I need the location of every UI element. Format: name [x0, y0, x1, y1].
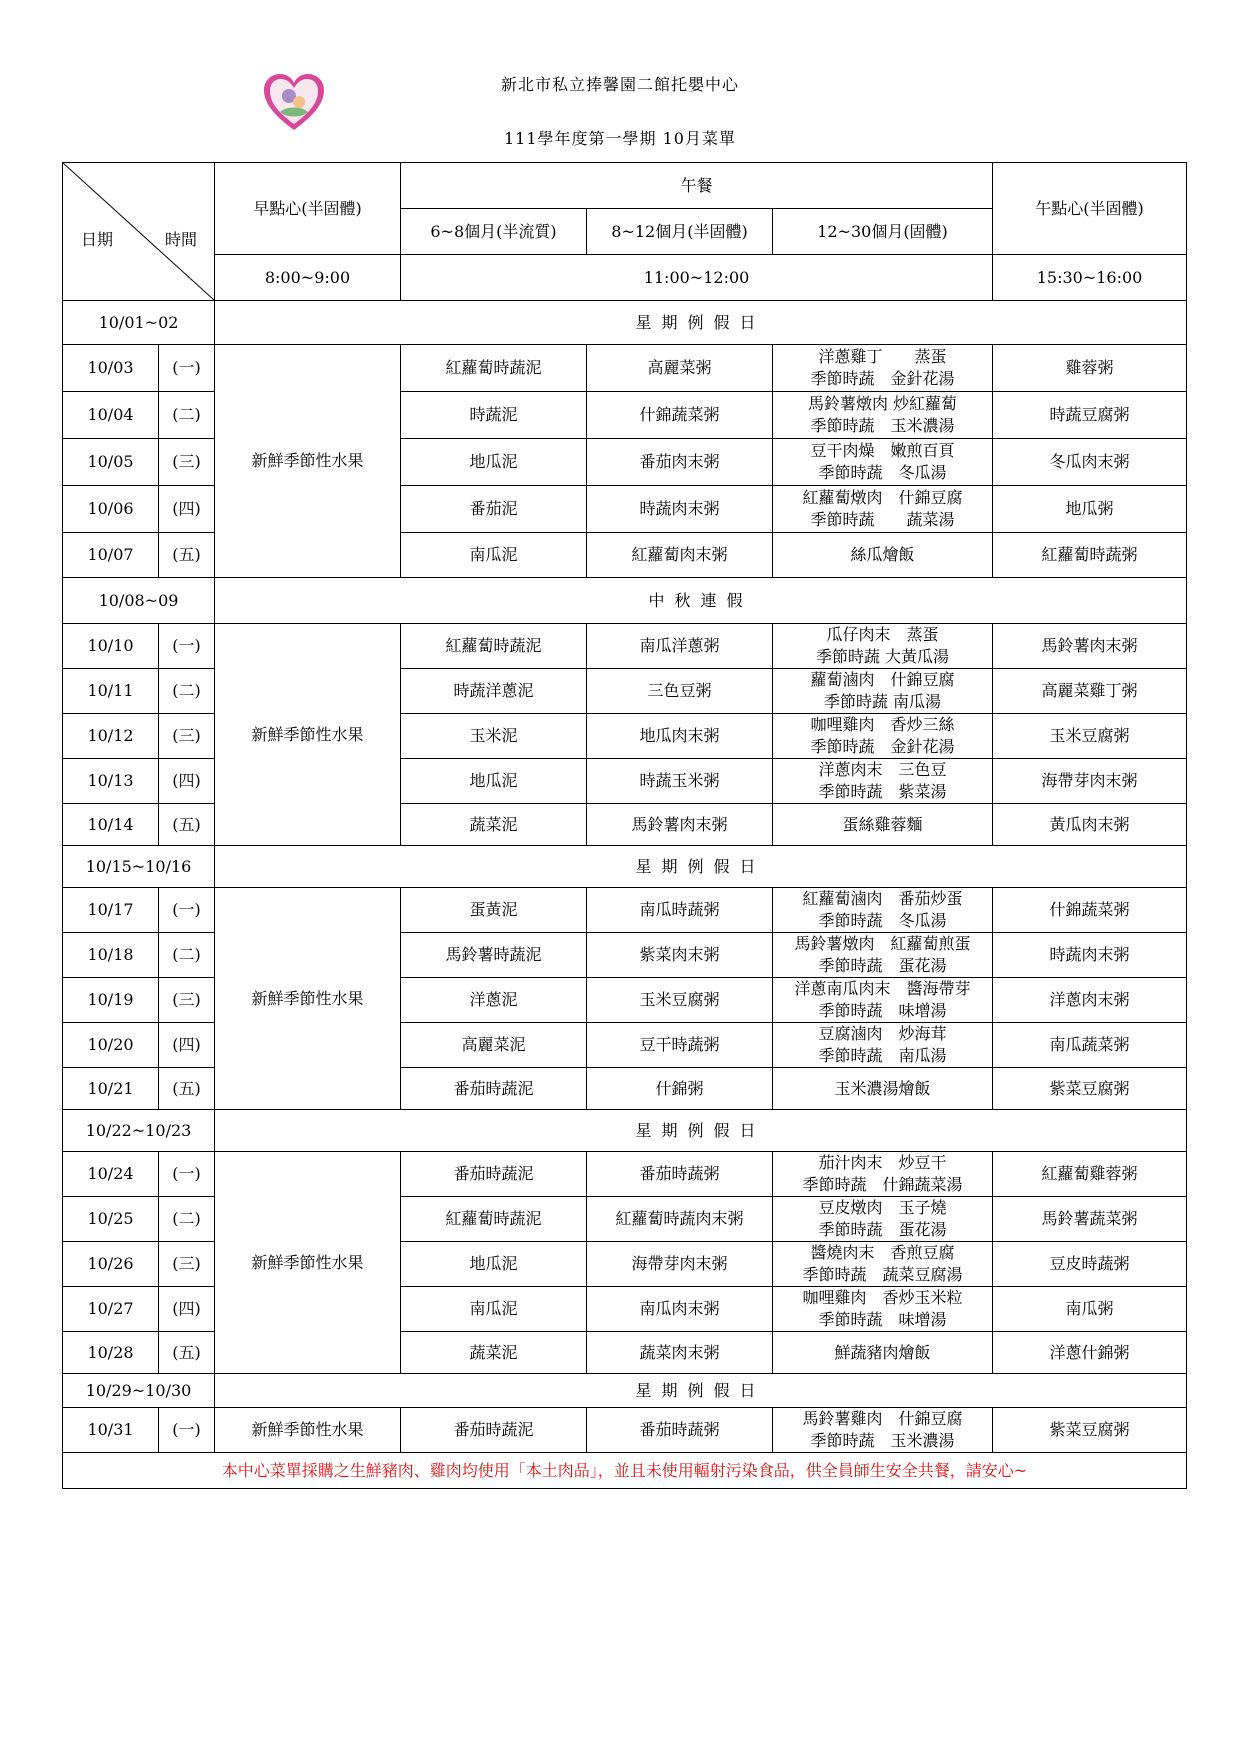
holiday-row	[63, 1374, 1187, 1408]
snack-item: 什錦蔬菜粥	[993, 888, 1187, 933]
row-date: 10/27	[63, 1287, 159, 1332]
lunch-6-8-item: 紅蘿蔔時蔬泥	[401, 1197, 587, 1242]
lunch-12-30-line-1: 醬燒肉末 香煎豆腐	[810, 1243, 955, 1262]
lunch-12-30-line-1: 鮮蔬豬肉燴飯	[834, 1342, 931, 1362]
lunch-12-30-line-2: 季節時蔬 大黃瓜湯	[815, 647, 950, 666]
lunch-8-12-item: 紫菜肉末粥	[587, 933, 773, 978]
row-date: 10/20	[63, 1023, 159, 1068]
lunch-12-30-line-2: 季節時蔬 金針花湯	[810, 369, 955, 388]
lunch-12-30-header: 12~30個月(固體)	[773, 209, 993, 255]
row-day: (三)	[159, 714, 215, 759]
lunch-12-30-line-1: 馬鈴薯雞肉 什錦豆腐	[802, 1409, 963, 1428]
lunch-12-30-line-2: 季節時蔬 南瓜湯	[823, 692, 942, 711]
row-day: (四)	[159, 486, 215, 533]
lunch-12-30-item	[773, 439, 993, 486]
lunch-6-8-item: 蔬菜泥	[401, 1332, 587, 1374]
holiday-text: 星期例假日	[215, 301, 1187, 345]
notice-row	[63, 1453, 1187, 1489]
lunch-12-30-item	[773, 1287, 993, 1332]
snack-item: 馬鈴薯肉末粥	[993, 624, 1187, 669]
lunch-12-30-line-2: 季節時蔬 味增湯	[818, 1001, 947, 1020]
holiday-date: 10/22~10/23	[63, 1110, 215, 1152]
row-day: (一)	[159, 888, 215, 933]
holiday-text: 星期例假日	[215, 1374, 1187, 1408]
row-date: 10/13	[63, 759, 159, 804]
lunch-8-12-item: 三色豆粥	[587, 669, 773, 714]
row-day: (四)	[159, 1023, 215, 1068]
lunch-12-30-item	[773, 1068, 993, 1110]
lunch-6-8-item: 番茄時蔬泥	[401, 1152, 587, 1197]
menu-table	[62, 162, 1187, 1489]
lunch-8-12-item: 馬鈴薯肉末粥	[587, 804, 773, 846]
snack-item: 高麗菜雞丁粥	[993, 669, 1187, 714]
lunch-6-8-item: 紅蘿蔔時蔬泥	[401, 345, 587, 392]
row-day: (四)	[159, 759, 215, 804]
lunch-12-30-item	[773, 804, 993, 846]
row-date: 10/06	[63, 486, 159, 533]
snack-item: 雞蓉粥	[993, 345, 1187, 392]
holiday-row	[63, 846, 1187, 888]
lunch-6-8-item: 馬鈴薯時蔬泥	[401, 933, 587, 978]
lunch-12-30-line-1: 蘿蔔滷肉 什錦豆腐	[810, 670, 955, 689]
lunch-6-8-item: 高麗菜泥	[401, 1023, 587, 1068]
lunch-header: 午餐	[401, 163, 993, 209]
holiday-date: 10/15~10/16	[63, 846, 215, 888]
row-date: 10/07	[63, 533, 159, 578]
date-time-header	[63, 163, 215, 301]
lunch-12-30-line-2: 季節時蔬 金針花湯	[810, 737, 955, 756]
lunch-12-30-item	[773, 759, 993, 804]
time-label: 時間	[165, 230, 198, 249]
lunch-12-30-line-2: 季節時蔬 紫菜湯	[818, 782, 947, 801]
lunch-12-30-item	[773, 1242, 993, 1287]
row-date: 10/12	[63, 714, 159, 759]
row-date: 10/05	[63, 439, 159, 486]
lunch-12-30-line-1: 豆皮燉肉 玉子燒	[818, 1198, 947, 1217]
lunch-6-8-item: 番茄時蔬泥	[401, 1408, 587, 1453]
lunch-8-12-item: 南瓜洋蔥粥	[587, 624, 773, 669]
lunch-12-30-line-2: 季節時蔬 蛋花湯	[818, 1220, 947, 1239]
row-date: 10/10	[63, 624, 159, 669]
row-date: 10/19	[63, 978, 159, 1023]
lunch-12-30-item	[773, 888, 993, 933]
row-date: 10/11	[63, 669, 159, 714]
lunch-12-30-item	[773, 1408, 993, 1453]
menu-row	[63, 1152, 1187, 1197]
lunch-6-8-item: 蛋黃泥	[401, 888, 587, 933]
lunch-8-12-item: 高麗菜粥	[587, 345, 773, 392]
lunch-12-30-line-1: 咖哩雞肉 香炒玉米粒	[802, 1288, 963, 1307]
breakfast-fruit: 新鮮季節性水果	[215, 1152, 401, 1374]
lunch-12-30-line-1: 茄汁肉末 炒豆干	[818, 1153, 947, 1172]
lunch-6-8-item: 玉米泥	[401, 714, 587, 759]
lunch-12-30-line-1: 紅蘿蔔滷肉 番茄炒蛋	[802, 889, 963, 908]
row-date: 10/18	[63, 933, 159, 978]
lunch-12-30-line-2: 季節時蔬 味增湯	[818, 1310, 947, 1329]
lunch-12-30-line-2: 季節時蔬 什錦蔬菜湯	[802, 1175, 963, 1194]
lunch-12-30-line-1: 咖哩雞肉 香炒三絲	[810, 715, 955, 734]
lunch-8-12-item: 時蔬玉米粥	[587, 759, 773, 804]
row-day: (二)	[159, 392, 215, 439]
menu-row	[63, 1408, 1187, 1453]
lunch-12-30-line-1: 洋蔥肉末 三色豆	[818, 760, 947, 779]
holiday-row	[63, 578, 1187, 624]
row-date: 10/28	[63, 1332, 159, 1374]
lunch-12-30-line-1: 紅蘿蔔燉肉 什錦豆腐	[802, 488, 963, 507]
lunch-12-30-item	[773, 624, 993, 669]
lunch-12-30-item	[773, 533, 993, 578]
breakfast-fruit: 新鮮季節性水果	[215, 345, 401, 578]
lunch-6-8-item: 番茄泥	[401, 486, 587, 533]
row-date: 10/26	[63, 1242, 159, 1287]
row-day: (一)	[159, 624, 215, 669]
row-date: 10/25	[63, 1197, 159, 1242]
menu-row	[63, 888, 1187, 933]
row-day: (五)	[159, 1068, 215, 1110]
row-date: 10/14	[63, 804, 159, 846]
holiday-date: 10/01~02	[63, 301, 215, 345]
lunch-8-12-item: 海帶芽肉末粥	[587, 1242, 773, 1287]
lunch-12-30-line-2: 季節時蔬 蔬菜豆腐湯	[802, 1265, 963, 1284]
snack-time: 15:30~16:00	[993, 255, 1187, 301]
lunch-12-30-line-2: 季節時蔬 冬瓜湯	[818, 463, 947, 482]
row-day: (五)	[159, 1332, 215, 1374]
lunch-12-30-item	[773, 714, 993, 759]
lunch-6-8-item: 地瓜泥	[401, 759, 587, 804]
snack-item: 紅蘿蔔時蔬粥	[993, 533, 1187, 578]
lunch-12-30-item	[773, 392, 993, 439]
lunch-8-12-item: 番茄時蔬粥	[587, 1152, 773, 1197]
lunch-6-8-item: 南瓜泥	[401, 533, 587, 578]
snack-header: 午點心(半固體)	[993, 163, 1187, 255]
lunch-12-30-item	[773, 669, 993, 714]
lunch-8-12-item: 紅蘿蔔肉末粥	[587, 533, 773, 578]
row-day: (四)	[159, 1287, 215, 1332]
lunch-time: 11:00~12:00	[401, 255, 993, 301]
lunch-12-30-line-1: 馬鈴薯燉肉 紅蘿蔔煎蛋	[794, 934, 971, 953]
holiday-date: 10/08~09	[63, 578, 215, 624]
row-date: 10/03	[63, 345, 159, 392]
breakfast-fruit: 新鮮季節性水果	[215, 888, 401, 1110]
breakfast-time: 8:00~9:00	[215, 255, 401, 301]
breakfast-fruit: 新鮮季節性水果	[215, 1408, 401, 1453]
lunch-6-8-item: 洋蔥泥	[401, 978, 587, 1023]
snack-item: 南瓜粥	[993, 1287, 1187, 1332]
snack-item: 時蔬肉末粥	[993, 933, 1187, 978]
row-day: (一)	[159, 1152, 215, 1197]
snack-item: 海帶芽肉末粥	[993, 759, 1187, 804]
lunch-12-30-line-2: 季節時蔬 玉米濃湯	[810, 416, 955, 435]
snack-item: 紅蘿蔔雞蓉粥	[993, 1152, 1187, 1197]
lunch-6-8-item: 紅蘿蔔時蔬泥	[401, 624, 587, 669]
lunch-8-12-item: 紅蘿蔔時蔬肉末粥	[587, 1197, 773, 1242]
lunch-6-8-header: 6~8個月(半流質)	[401, 209, 587, 255]
lunch-12-30-item	[773, 345, 993, 392]
lunch-6-8-item: 地瓜泥	[401, 1242, 587, 1287]
snack-item: 紫菜豆腐粥	[993, 1408, 1187, 1453]
lunch-6-8-item: 番茄時蔬泥	[401, 1068, 587, 1110]
snack-item: 豆皮時蔬粥	[993, 1242, 1187, 1287]
row-day: (二)	[159, 669, 215, 714]
row-day: (五)	[159, 804, 215, 846]
snack-item: 南瓜蔬菜粥	[993, 1023, 1187, 1068]
lunch-12-30-item	[773, 978, 993, 1023]
snack-item: 洋蔥肉末粥	[993, 978, 1187, 1023]
lunch-12-30-line-1: 瓜仔肉末 蒸蛋	[826, 625, 939, 644]
lunch-6-8-item: 南瓜泥	[401, 1287, 587, 1332]
lunch-12-30-line-2: 季節時蔬 蛋花湯	[818, 956, 947, 975]
menu-row	[63, 624, 1187, 669]
row-date: 10/17	[63, 888, 159, 933]
snack-item: 玉米豆腐粥	[993, 714, 1187, 759]
lunch-8-12-item: 南瓜肉末粥	[587, 1287, 773, 1332]
lunch-6-8-item: 蔬菜泥	[401, 804, 587, 846]
lunch-8-12-item: 什錦粥	[587, 1068, 773, 1110]
row-day: (二)	[159, 933, 215, 978]
row-date: 10/04	[63, 392, 159, 439]
lunch-6-8-item: 時蔬洋蔥泥	[401, 669, 587, 714]
snack-item: 紫菜豆腐粥	[993, 1068, 1187, 1110]
lunch-8-12-item: 什錦蔬菜粥	[587, 392, 773, 439]
row-day: (三)	[159, 1242, 215, 1287]
menu-row	[63, 345, 1187, 392]
breakfast-header: 早點心(半固體)	[215, 163, 401, 255]
lunch-12-30-item	[773, 486, 993, 533]
snack-item: 冬瓜肉末粥	[993, 439, 1187, 486]
lunch-8-12-item: 番茄肉末粥	[587, 439, 773, 486]
holiday-text: 中秋連假	[215, 578, 1187, 624]
lunch-8-12-header: 8~12個月(半固體)	[587, 209, 773, 255]
row-day: (五)	[159, 533, 215, 578]
lunch-12-30-line-1: 絲瓜燴飯	[850, 545, 915, 564]
lunch-6-8-item: 地瓜泥	[401, 439, 587, 486]
row-date: 10/31	[63, 1408, 159, 1453]
lunch-8-12-item: 番茄時蔬粥	[587, 1408, 773, 1453]
snack-item: 時蔬豆腐粥	[993, 392, 1187, 439]
lunch-12-30-item	[773, 1197, 993, 1242]
lunch-12-30-line-1: 豆腐滷肉 炒海茸	[818, 1024, 947, 1043]
lunch-12-30-item	[773, 1152, 993, 1197]
snack-item: 黃瓜肉末粥	[993, 804, 1187, 846]
holiday-row	[63, 301, 1187, 345]
lunch-12-30-line-1: 洋蔥雞丁 蒸蛋	[818, 347, 947, 366]
snack-item: 馬鈴薯蔬菜粥	[993, 1197, 1187, 1242]
lunch-6-8-item: 時蔬泥	[401, 392, 587, 439]
row-day: (一)	[159, 1408, 215, 1453]
row-day: (三)	[159, 439, 215, 486]
row-day: (三)	[159, 978, 215, 1023]
lunch-8-12-item: 玉米豆腐粥	[587, 978, 773, 1023]
lunch-12-30-item	[773, 1332, 993, 1374]
date-label: 日期	[81, 230, 114, 249]
lunch-12-30-line-1: 洋蔥南瓜肉末 醬海帶芽	[794, 979, 971, 998]
holiday-text: 星期例假日	[215, 846, 1187, 888]
row-day: (二)	[159, 1197, 215, 1242]
lunch-12-30-item	[773, 1023, 993, 1068]
lunch-12-30-item	[773, 933, 993, 978]
holiday-row	[63, 1110, 1187, 1152]
row-date: 10/24	[63, 1152, 159, 1197]
lunch-8-12-item: 時蔬肉末粥	[587, 486, 773, 533]
lunch-12-30-line-1: 蛋絲雞蓉麵	[842, 814, 923, 834]
lunch-8-12-item: 豆干時蔬粥	[587, 1023, 773, 1068]
lunch-12-30-line-1: 豆干肉燥 嫩煎百頁	[810, 441, 955, 460]
lunch-12-30-line-1: 玉米濃湯燴飯	[834, 1078, 931, 1098]
lunch-12-30-line-2: 季節時蔬 冬瓜湯	[818, 911, 947, 930]
org-name: 新北市私立捧馨園二館托嬰中心	[500, 75, 739, 94]
snack-item: 洋蔥什錦粥	[993, 1332, 1187, 1374]
breakfast-fruit: 新鮮季節性水果	[215, 624, 401, 846]
lunch-12-30-line-2: 季節時蔬 玉米濃湯	[810, 1431, 955, 1450]
row-date: 10/21	[63, 1068, 159, 1110]
notice-text: 本中心菜單採購之生鮮豬肉、雞肉均使用「本土肉品」，並且未使用輻射污染食品，供全員師生安全共餐，請安心~	[63, 1453, 1187, 1489]
lunch-12-30-line-2: 季節時蔬 蔬菜湯	[810, 510, 955, 529]
menu-subtitle: 111學年度第一學期 10月菜單	[504, 129, 736, 148]
lunch-12-30-line-2: 季節時蔬 南瓜湯	[818, 1046, 947, 1065]
row-day: (一)	[159, 345, 215, 392]
holiday-text: 星期例假日	[215, 1110, 1187, 1152]
lunch-8-12-item: 蔬菜肉末粥	[587, 1332, 773, 1374]
lunch-12-30-line-1: 馬鈴薯燉肉 炒紅蘿蔔	[807, 394, 958, 413]
lunch-8-12-item: 南瓜時蔬粥	[587, 888, 773, 933]
snack-item: 地瓜粥	[993, 486, 1187, 533]
lunch-8-12-item: 地瓜肉末粥	[587, 714, 773, 759]
holiday-date: 10/29~10/30	[63, 1374, 215, 1408]
